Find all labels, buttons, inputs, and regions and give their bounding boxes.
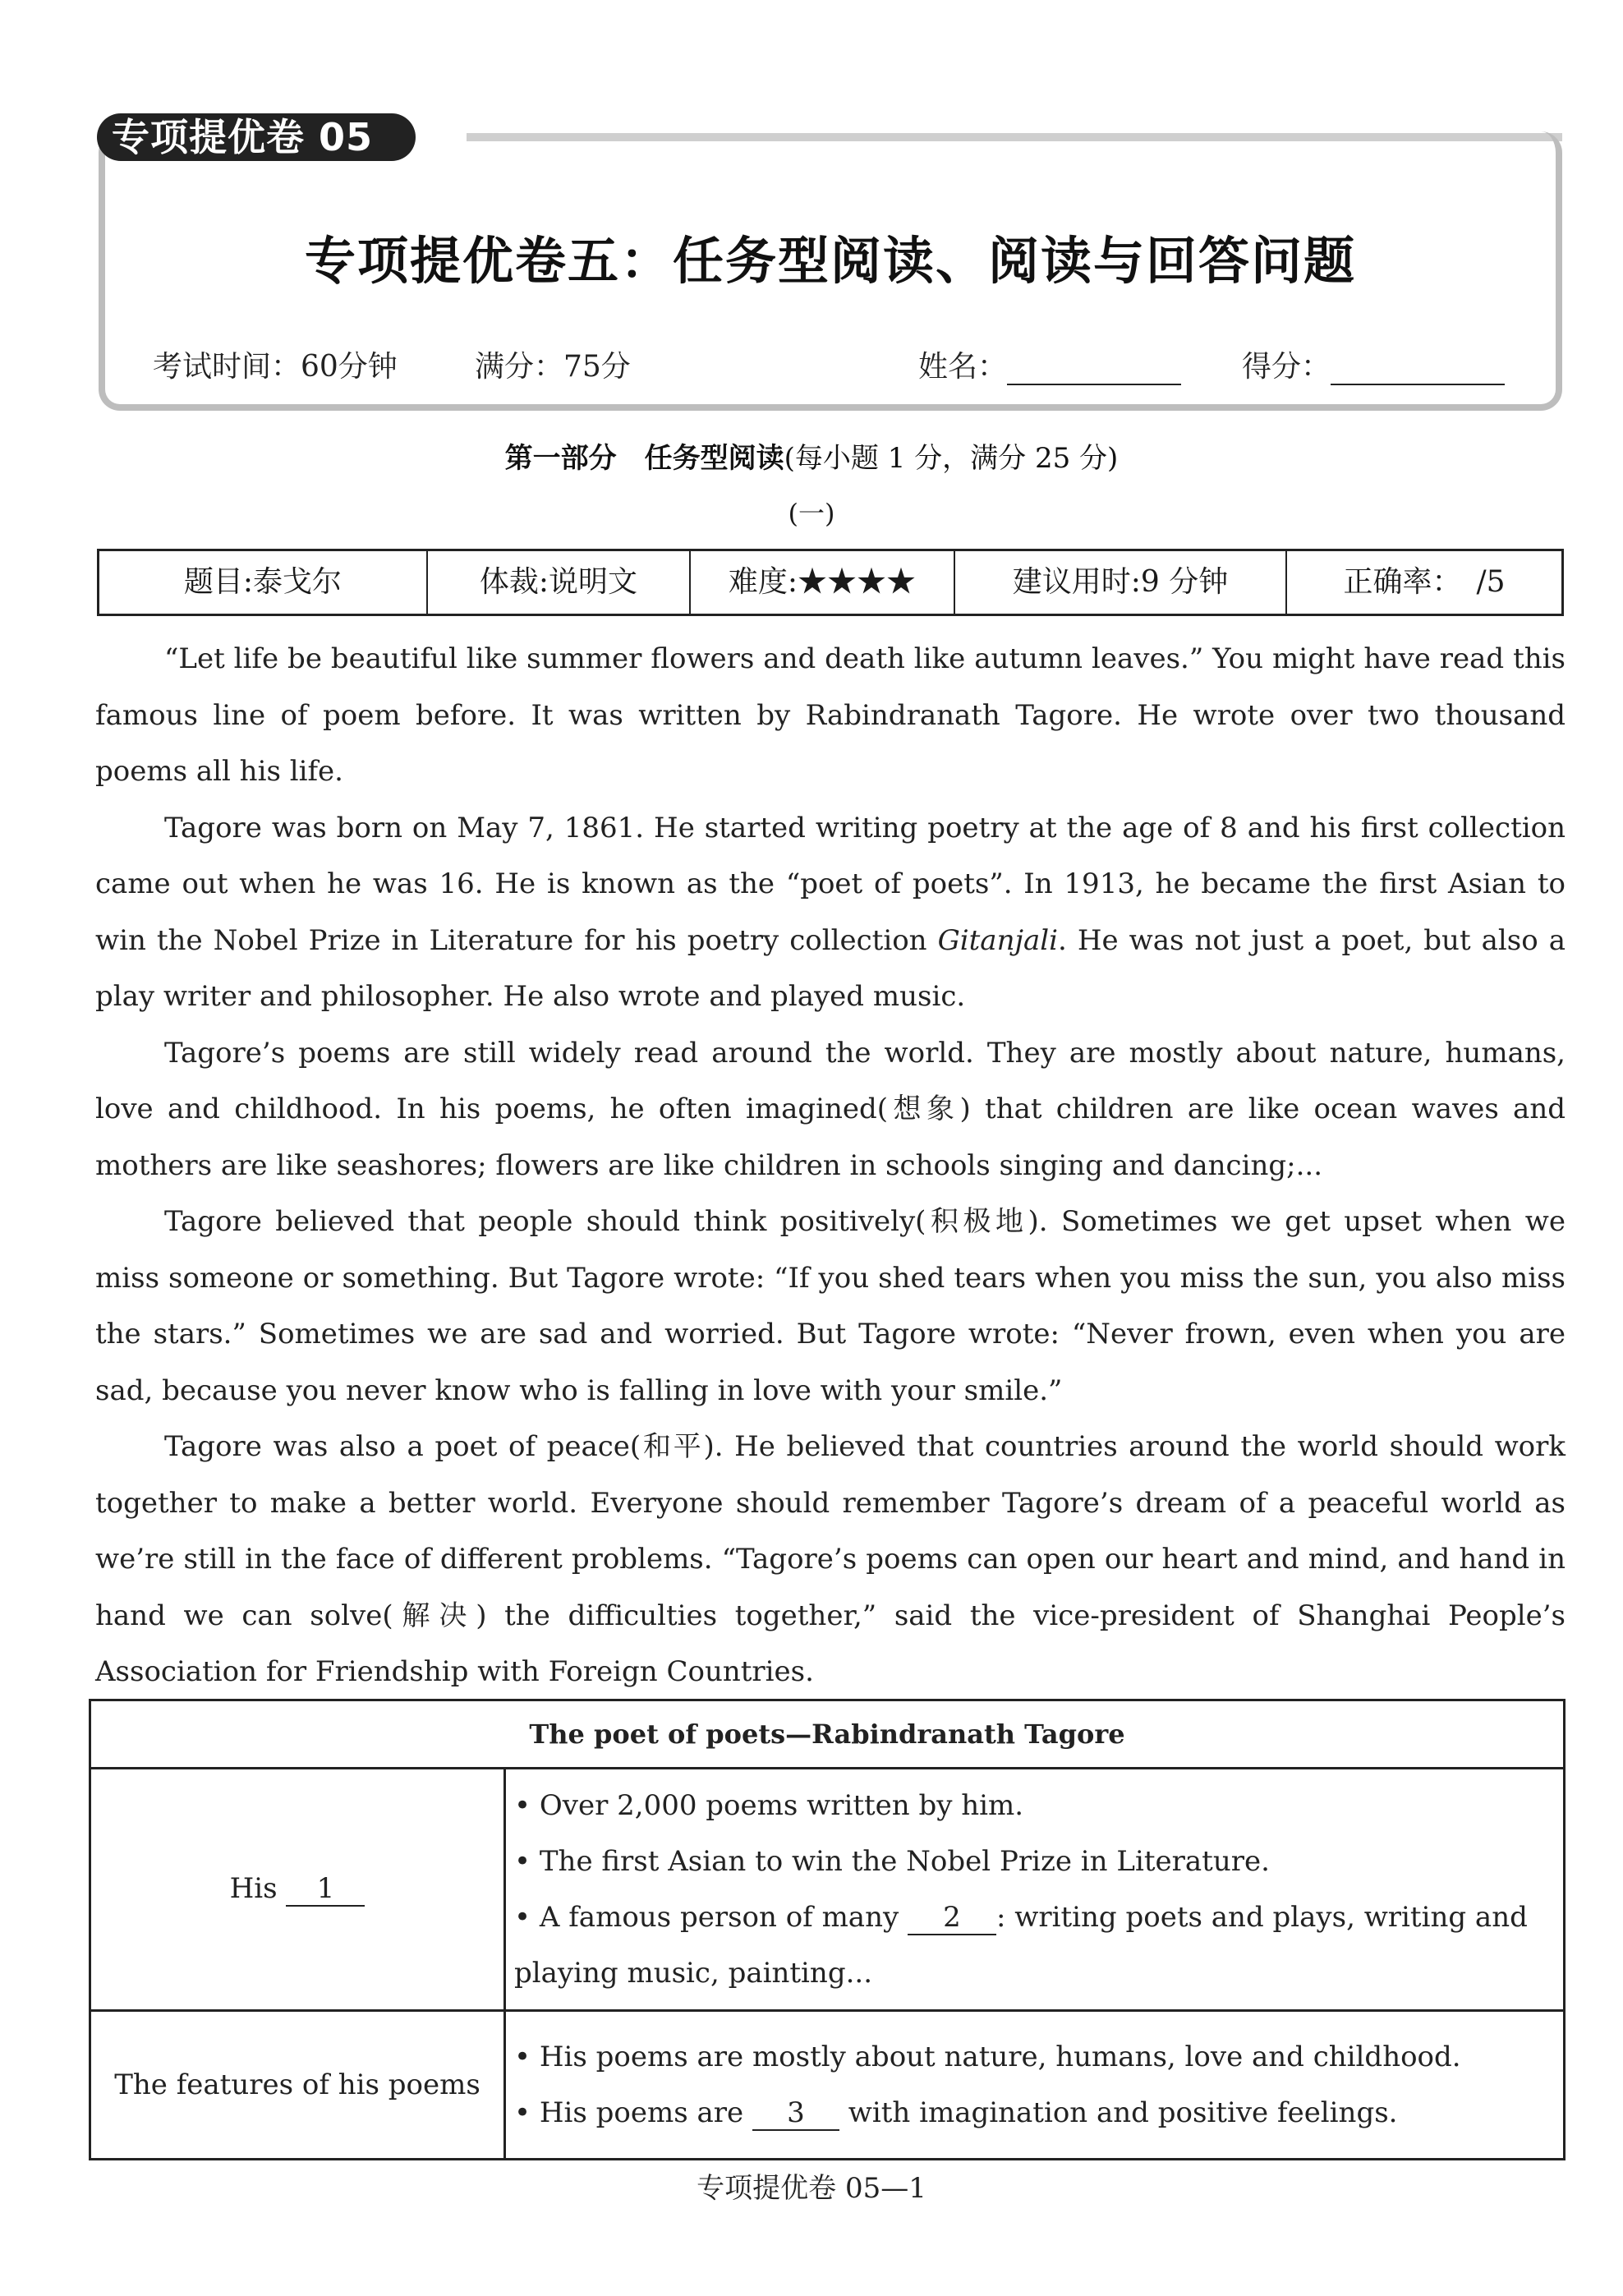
- info-table: [97, 549, 1564, 616]
- summary-row-2-content: [505, 2011, 1565, 2160]
- info-suggested-time: 建议用时:9 分钟: [955, 551, 1287, 614]
- summary-header-row: [90, 1700, 1565, 1769]
- bullet-1: • Over 2,000 poems written by him.: [514, 1789, 1024, 1822]
- score-blank: [1331, 359, 1505, 385]
- section-title: [0, 435, 1623, 476]
- summary-row-1: [90, 1769, 1565, 2011]
- paragraph-4: Tagore believed that people should think positively(积极地). Sometimes we get upset when we miss someone or something. But Tagore wrote: “If you shed tears when you miss the sun, you also miss the stars.” Sometimes we are sad and worried. But Tagore wrote: “Never frown, even when you are sad, because you never know who is falling in love with your smile.”: [95, 1205, 1566, 1407]
- summary-row-1-label: [90, 1769, 505, 2011]
- name-label: 姓名：: [918, 350, 1008, 384]
- bullet-3-part-a: • A famous person of many: [514, 1901, 899, 1934]
- summary-row-1-content: [505, 1769, 1565, 2011]
- bullet-3-part-b: : writing poets and plays, writing and playing music, painting...: [514, 1901, 1528, 1990]
- name-field: [918, 343, 1181, 385]
- info-topic: 题目:泰戈尔: [99, 551, 428, 614]
- info-genre: 体裁:说明文: [428, 551, 691, 614]
- bullet-5-part-a: • His poems are: [514, 2096, 744, 2129]
- bullet-2: • The first Asian to win the Nobel Prize in Literature.: [514, 1845, 1270, 1878]
- info-accuracy: 正确率： /5: [1343, 565, 1506, 599]
- bullet-4: • His poems are mostly about nature, humans, love and childhood.: [514, 2041, 1461, 2073]
- section-title-note: (每小题 1 分，满分 25 分): [784, 442, 1119, 475]
- name-blank: [1007, 359, 1181, 385]
- score-field: [1242, 343, 1505, 385]
- info-difficulty: 难度:★★★★: [691, 551, 955, 614]
- paragraph-2-part-b: . He was not just a poet, but also a play writer and philosopher. He also wrote and played music.: [95, 923, 1566, 1013]
- passage: [95, 631, 1566, 1700]
- paragraph-2: [95, 800, 1566, 1025]
- summary-row-1-text: His: [229, 1872, 278, 1905]
- exam-time: 考试时间：60分钟: [153, 350, 398, 384]
- paper-tag: 专项提优卷 05: [97, 113, 416, 161]
- blank-1[interactable]: 1: [286, 1872, 365, 1907]
- summary-table: [89, 1699, 1566, 2160]
- paragraph-5: Tagore was also a poet of peace(和平). He believed that countries around the world should work together to make a better world. Everyone should remember Tagore’s dream of a peaceful world as we’re still in the face of different problems. “Tagore’s poems can open our heart and mind, and hand in hand we can solve(解决) the difficulties together,” said the vice-president of Shanghai People’s Association for Friendship with Foreign Countries.: [95, 1430, 1566, 1688]
- score-label: 得分：: [1242, 350, 1331, 384]
- paragraph-1: “Let life be beautiful like summer flowers and death like autumn leaves.” You might have read this famous line of poem before. It was written by Rabindranath Tagore. He wrote over two thousand poems all his life.: [95, 642, 1566, 788]
- book-title: Gitanjali: [937, 923, 1059, 957]
- paragraph-2-part-a: Tagore was born on May 7, 1861. He started writing poetry at the age of 8 and his first collection came out when he was 16. He is known as the “poet of poets”. In 1913, he became the first Asian to win the Nobel Prize in Literature for his poetry collection: [95, 811, 1566, 957]
- page-footer: 专项提优卷 05—1: [697, 2172, 926, 2205]
- section-title-main: 第一部分 任务型阅读: [504, 442, 784, 475]
- passage-number: (一): [788, 498, 835, 529]
- summary-row-2-label: The features of his poems: [90, 2011, 505, 2160]
- blank-3[interactable]: 3: [752, 2096, 839, 2131]
- paragraph-3: Tagore’s poems are still widely read around the world. They are mostly about nature, humans, love and childhood. In his poems, he often imagined(想象) that children are like ocean waves and mothers are like seashores; flowers are like children in schools singing and dancing;...: [95, 1036, 1566, 1182]
- bullet-3: [514, 1889, 1558, 2001]
- summary-title: The poet of poets—Rabindranath Tagore: [90, 1700, 1565, 1769]
- summary-row-2: [90, 2011, 1565, 2160]
- bullet-5: [514, 2085, 1558, 2141]
- blank-2[interactable]: 2: [908, 1901, 996, 1935]
- full-score: 满分：75分: [475, 350, 631, 384]
- bullet-5-part-b: with imagination and positive feelings.: [848, 2096, 1398, 2129]
- page-title: 专项提优卷五：任务型阅读、阅读与回答问题: [304, 231, 1356, 291]
